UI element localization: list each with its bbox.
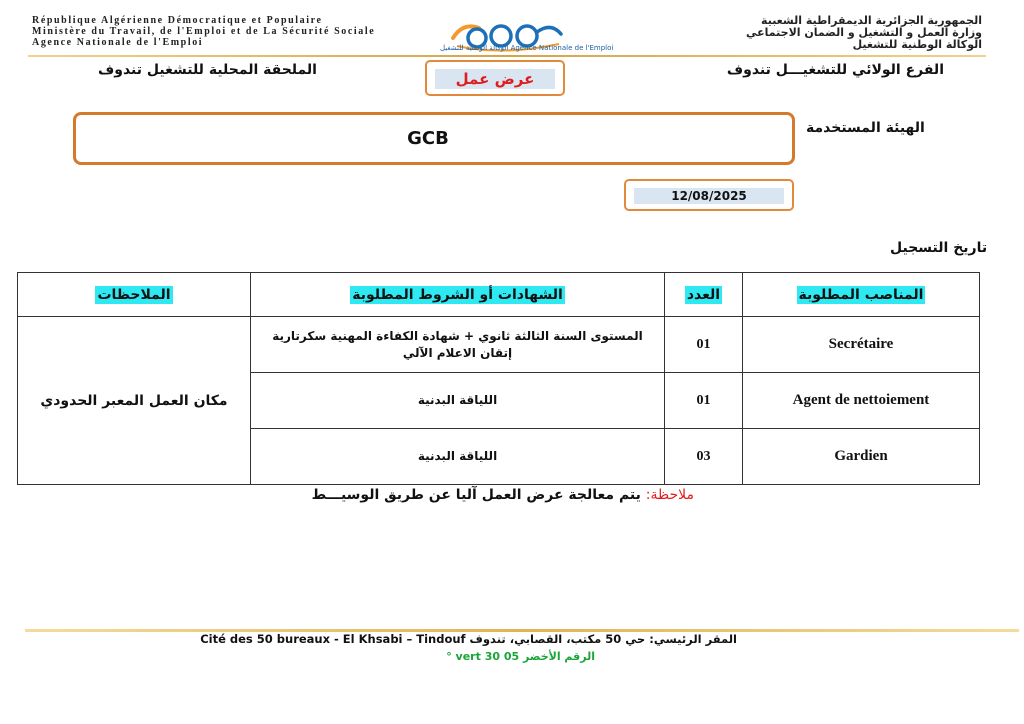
header-divider xyxy=(28,55,986,57)
header-fr-line-1: République Algérienne Démocratique et Populaire xyxy=(32,15,323,26)
count-cell: 03 xyxy=(665,429,743,485)
header-ar-line-3: الوكالة الوطنية للتشغيل xyxy=(852,38,982,51)
header-count: العدد xyxy=(665,273,743,317)
conditions-cell xyxy=(251,317,665,373)
note-label: ملاحظة: xyxy=(645,487,694,503)
agency-right: الفرع الولائي للتشغيـــل تندوف xyxy=(726,62,944,78)
header-fr-line-3: Agence Nationale de l'Emploi xyxy=(32,37,204,48)
footer-green-number: الرقم الأخضر 05 30 vert ° xyxy=(446,650,595,663)
conditions-line: المستوى السنة الثالثة ثانوي + شهادة الكفاءة المهنية سكرتارية xyxy=(272,328,643,343)
conditions-cell: اللياقة البدنية xyxy=(251,429,665,485)
count-cell: 01 xyxy=(665,373,743,429)
footer-address: المقر الرئيسي: حي 50 مكتب، القصابي، تندوف Cité des 50 bureaux - El Khsabi – Tindouf xyxy=(200,632,737,646)
header-remarks: الملاحظات xyxy=(18,273,251,317)
offer-title-box xyxy=(425,60,565,96)
registration-date: 12/08/2025 xyxy=(634,188,784,204)
header-fr-line-2: Ministère du Travail, de l'Emploi et de La Sécurité Sociale xyxy=(32,26,376,37)
count-cell: 01 xyxy=(665,317,743,373)
employer-label: الهيئة المستخدمة xyxy=(806,120,925,136)
registration-label: تاريخ التسجيل xyxy=(890,240,988,256)
conditions-cell: اللياقة البدنية xyxy=(251,373,665,429)
note-text: يتم معالجة عرض العمل آليا عن طريق الوسيـــط xyxy=(311,487,646,503)
table-row xyxy=(18,317,980,373)
table-header-row xyxy=(18,273,980,317)
employer-name: GCB xyxy=(407,128,449,149)
offer-title: عرض عمل xyxy=(435,69,555,89)
header-ar-line-2: وزارة العمل و التشغيل و الضمان الاجتماعي xyxy=(746,26,982,39)
position-cell: Gardien xyxy=(743,429,980,485)
position-cell: Agent de nettoiement xyxy=(743,373,980,429)
job-offers-table xyxy=(17,272,980,485)
agency-left: الملحقة المحلية للتشغيل تندوف xyxy=(98,62,317,78)
position-cell: Secrétaire xyxy=(743,317,980,373)
remark-cell: مكان العمل المعبر الحدودي xyxy=(18,317,251,485)
header-ar-line-1: الجمهورية الجزائرية الديمقراطية الشعبية xyxy=(761,14,982,27)
employer-box xyxy=(73,112,795,165)
logo-caption: الوكالة الوطنية للتشغيل Agence Nationale de l'Emploi xyxy=(440,44,614,52)
header-positions: المناصب المطلوبة xyxy=(743,273,980,317)
note xyxy=(311,487,694,503)
registration-date-box xyxy=(624,179,794,211)
conditions-line: إتقان الاعلام الآلي xyxy=(402,345,513,360)
header-conditions: الشهادات أو الشروط المطلوبة xyxy=(251,273,665,317)
